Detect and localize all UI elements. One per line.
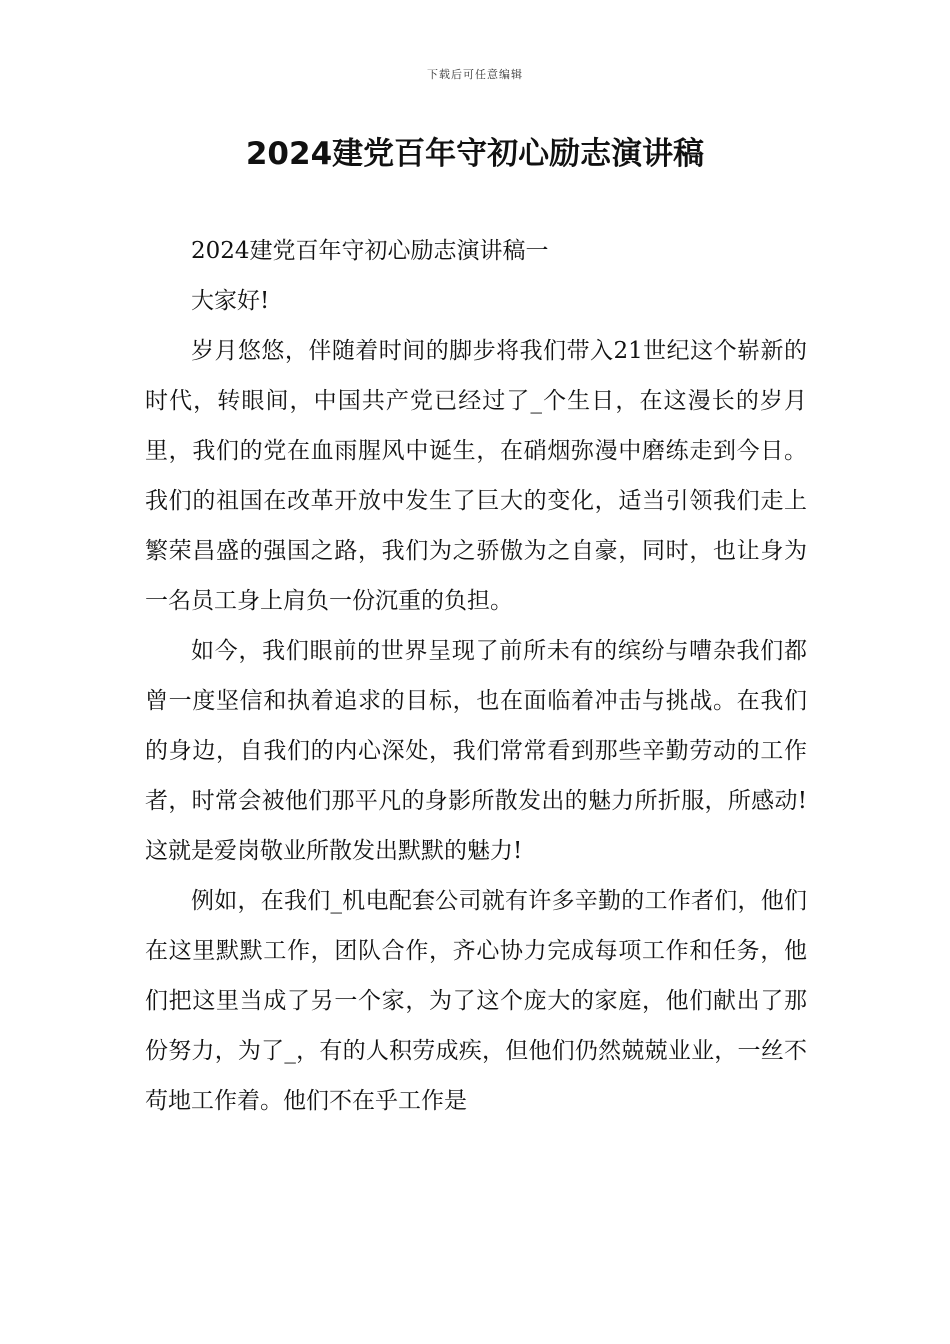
document-body	[145, 226, 807, 1126]
paragraph-subtitle: 2024建党百年守初心励志演讲稿一	[191, 238, 549, 264]
paragraph-body: 如今，我们眼前的世界呈现了前所未有的缤纷与嘈杂我们都曾一度坚信和执着追求的目标，也在面临着冲击与挑战。在我们的身边，自我们的内心深处，我们常常看到那些辛勤劳动的工作者，时常会被他们那平凡的身影所散发出的魅力所折服，所感动!这就是爱岗敬业所散发出默默的魅力!	[145, 638, 807, 864]
header-note: 下载后可任意编辑	[427, 68, 523, 81]
document-title: 2024建党百年守初心励志演讲稿	[245, 136, 705, 172]
paragraph-greeting: 大家好!	[191, 288, 270, 314]
paragraph-body: 岁月悠悠，伴随着时间的脚步将我们带入21世纪这个崭新的时代，转眼间，中国共产党已经过了_个生日，在这漫长的岁月里，我们的党在血雨腥风中诞生，在硝烟弥漫中磨练走到今日。我们的祖国在改革开放中发生了巨大的变化，适当引领我们走上繁荣昌盛的强国之路，我们为之骄傲为之自豪，同时，也让身为一名员工身上肩负一份沉重的负担。	[145, 338, 807, 614]
paragraph-body: 例如，在我们_机电配套公司就有许多辛勤的工作者们，他们在这里默默工作，团队合作，齐心协力完成每项工作和任务，他们把这里当成了另一个家，为了这个庞大的家庭，他们献出了那份努力，为了_，有的人积劳成疾，但他们仍然兢兢业业，一丝不苟地工作着。他们不在乎工作是	[145, 888, 807, 1114]
